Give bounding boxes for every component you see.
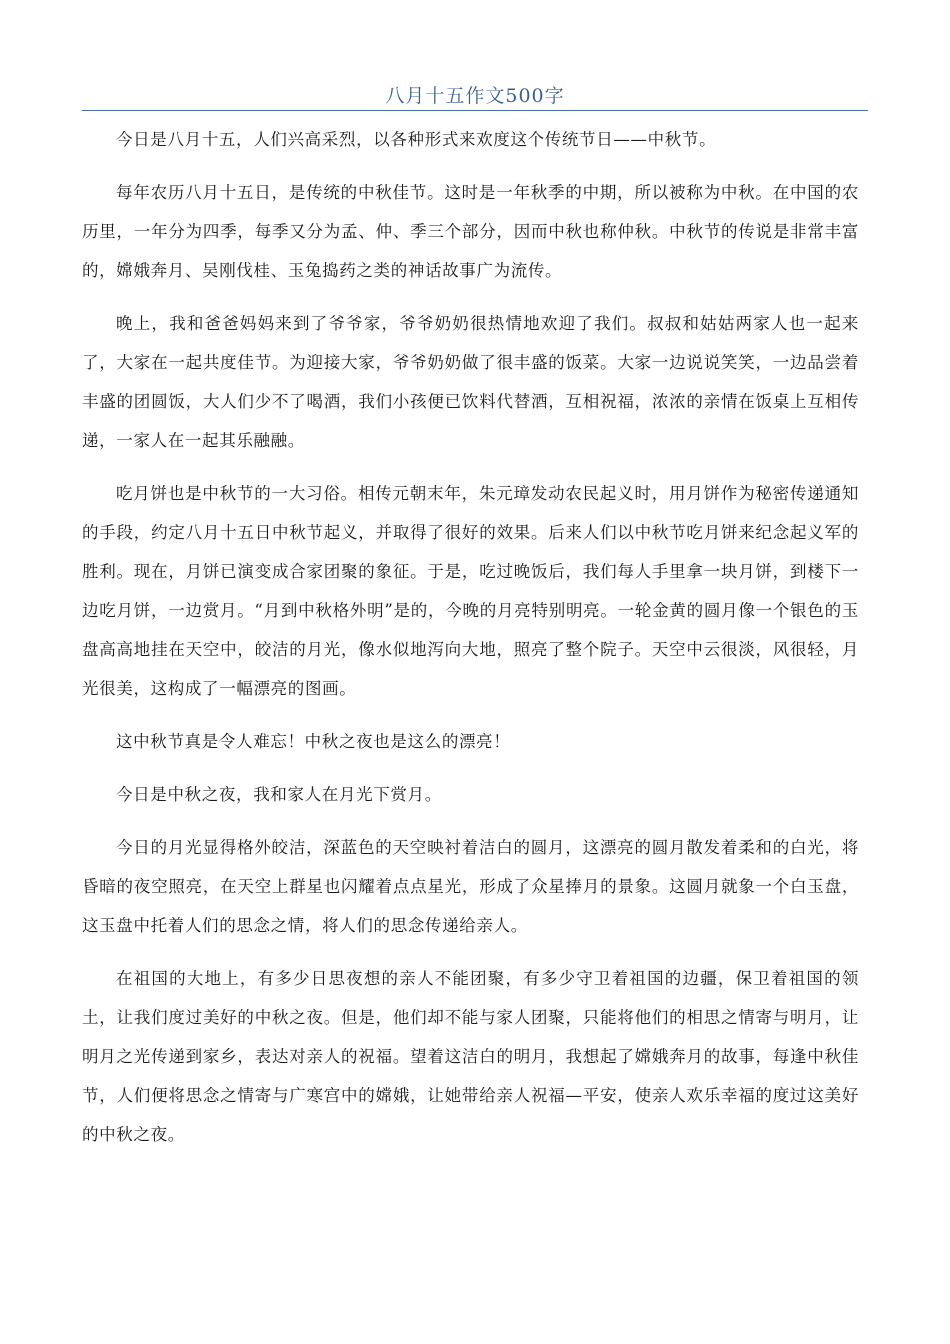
paragraph-8: 在祖国的大地上，有多少日思夜想的亲人不能团聚，有多少守卫着祖国的边疆，保卫着祖国的领土，让我们度过美好的中秋之夜。但是，他们却不能与家人团聚，只能将他们的相思之情寄与明月，让明月之光传递到家乡，表达对亲人的祝福。望着这洁白的明月，我想起了嫦娥奔月的故事，每逢中秋佳节，人们便将思念之情寄与广寒宫中的嫦娥，让她带给亲人祝福—平安，使亲人欢乐幸福的度过这美好的中秋之夜。 (82, 969, 859, 1144)
paragraph-4: 吃月饼也是中秋节的一大习俗。相传元朝末年，朱元璋发动农民起义时，用月饼作为秘密传递通知的手段，约定八月十五日中秋节起义，并取得了很好的效果。后来人们以中秋节吃月饼来纪念起义军的胜利。现在，月饼已演变成合家团聚的象征。于是，吃过晚饭后，我们每人手里拿一块月饼，到楼下一边吃月饼，一边赏月。“月到中秋格外明”是的，今晚的月亮特别明亮。一轮金黄的圆月像一个银色的玉盘高高地挂在天空中，皎洁的月光，像水似地泻向大地，照亮了整个院子。天空中云很淡，风很轻，月光很美，这构成了一幅漂亮的图画。 (82, 484, 859, 698)
paragraph-7: 今日的月光显得格外皎洁，深蓝色的天空映衬着洁白的圆月，这漂亮的圆月散发着柔和的白光，将昏暗的夜空照亮，在天空上群星也闪耀着点点星光，形成了众星捧月的景象。这圆月就象一个白玉盘，这玉盘中托着人们的思念之情，将人们的思念传递给亲人。 (82, 838, 859, 935)
paragraph-5: 这中秋节真是令人难忘！中秋之夜也是这么的漂亮！ (116, 732, 511, 751)
page-title: 八月十五作文500字 (385, 85, 565, 107)
paragraph-2: 每年农历八月十五日，是传统的中秋佳节。这时是一年秋季的中期，所以被称为中秋。在中国的农历里，一年分为四季，每季又分为孟、仲、季三个部分，因而中秋也称仲秋。中秋节的传说是非常丰富的，嫦娥奔月、吴刚伐桂、玉兔捣药之类的神话故事广为流传。 (82, 183, 859, 280)
paragraph-3: 晚上，我和爸爸妈妈来到了爷爷家，爷爷奶奶很热情地欢迎了我们。叔叔和姑姑两家人也一起来了，大家在一起共度佳节。为迎接大家，爷爷奶奶做了很丰盛的饭菜。大家一边说说笑笑，一边品尝着丰盛的团圆饭，大人们少不了喝酒，我们小孩便已饮料代替酒，互相祝福，浓浓的亲情在饭桌上互相传递，一家人在一起其乐融融。 (82, 314, 859, 450)
article-body (82, 120, 859, 1168)
page-header (82, 84, 868, 111)
paragraph-6: 今日是中秋之夜，我和家人在月光下赏月。 (116, 785, 442, 804)
paragraph-1: 今日是八月十五，人们兴高采烈，以各种形式来欢度这个传统节日——中秋节。 (116, 130, 717, 149)
